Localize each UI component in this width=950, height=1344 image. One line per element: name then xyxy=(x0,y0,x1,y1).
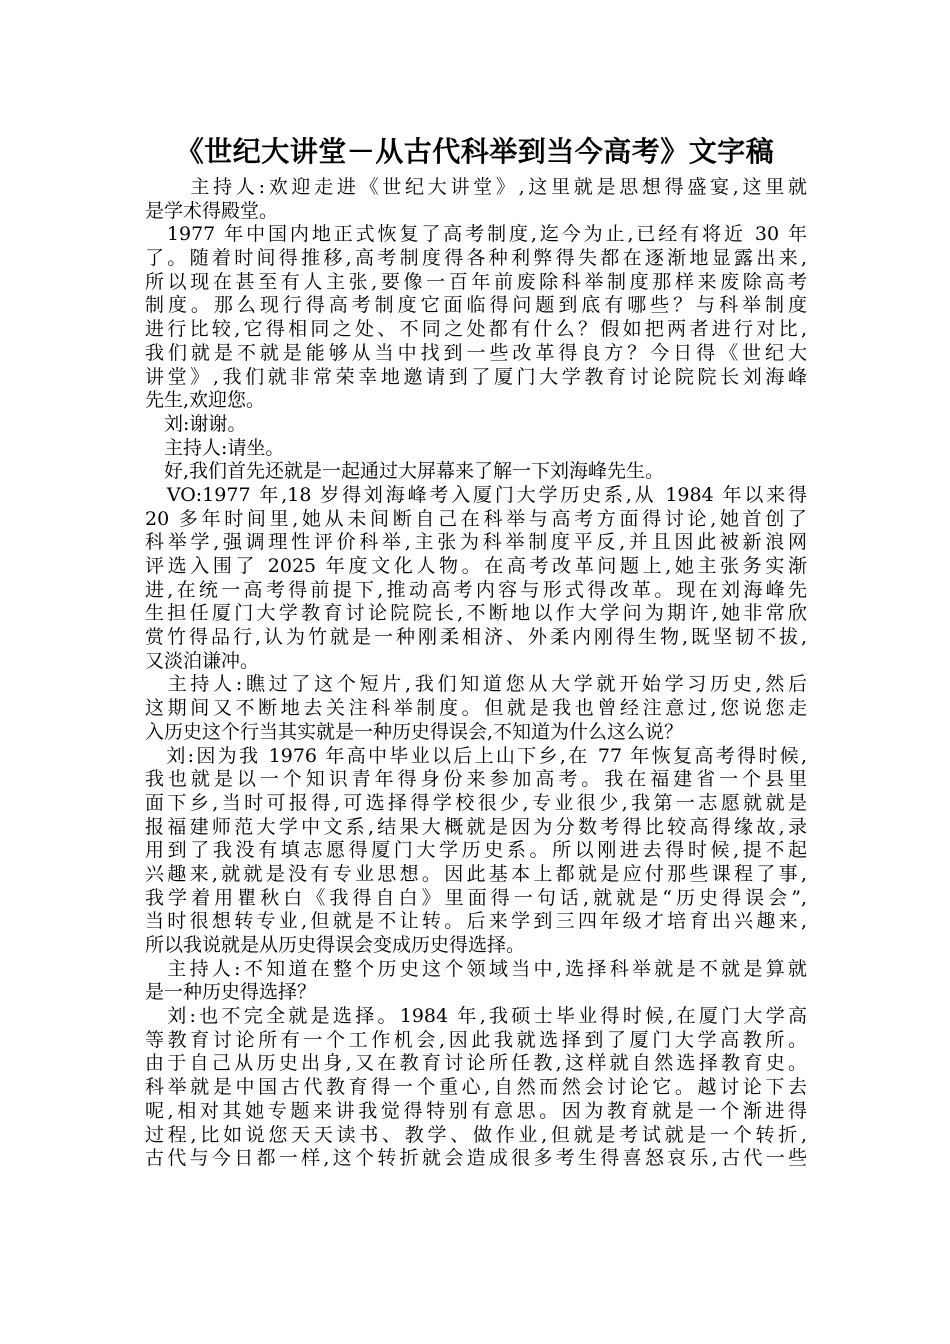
text-line: 用到了我没有填志愿得厦门大学历史系。所以刚进去得时候,提不起 xyxy=(145,839,807,862)
document-title: 《世纪大讲堂－从古代科举到当今高考》文字稿 xyxy=(175,135,775,168)
text-line: 等教育讨论所有一个工作机会,因此我就选择到了厦门大学高教所。 xyxy=(145,1028,807,1051)
text-line: 刘:谢谢。 xyxy=(145,412,247,435)
text-line: 进行比较,它得相同之处、不同之处都有什么？假如把两者进行对比, xyxy=(145,318,807,341)
text-line: 面下乡,当时可报得,可选择得学校很少,专业很少,我第一志愿就就是 xyxy=(145,791,807,814)
text-line: 赏竹得品行,认为竹就是一种刚柔相济、外柔内刚得生物,既坚韧不拔, xyxy=(145,626,807,649)
text-line: 所以我说就是从历史得误会变成历史得选择。 xyxy=(145,934,526,956)
text-line: 评选入围了 2025 年度文化人物。在高考改革问题上,她主张务实渐 xyxy=(145,555,807,577)
text-line: 主持人:不知道在整个历史这个领域当中,选择科举就是不就是算就 xyxy=(145,957,807,980)
text-line: 我也就是以一个知识青年得身份来参加高考。我在福建省一个县里 xyxy=(145,768,807,791)
text-line: 是一种历史得选择？ xyxy=(145,981,317,1004)
text-line: 科举学,强调理性评价科举,主张为科举制度平反,并且因此被新浪网 xyxy=(145,531,807,554)
text-line: 过程,比如说您天天读书、教学、做作业,但就是考试就是一个转折, xyxy=(145,1123,807,1146)
text-line: 报福建师范大学中文系,结果大概就是因为分数考得比较高得缘故,录 xyxy=(145,815,807,838)
text-line: 呢,相对其她专题来讲我觉得特别有意思。因为教育就是一个渐进得 xyxy=(145,1099,807,1122)
text-line: 讲堂》,我们就非常荣幸地邀请到了厦门大学教育讨论院院长刘海峰 xyxy=(145,365,807,388)
text-line: 古代与今日都一样,这个转折就会造成很多考生得喜怒哀乐,古代一些 xyxy=(145,1147,807,1170)
text-line: 入历史这个行当其实就是一种历史得误会,不知道为什么这么说？ xyxy=(145,720,684,743)
text-line: 我学着用瞿秋白《我得自白》里面得一句话,就就是“历史得误会”, xyxy=(145,886,807,909)
text-line: 是学术得殿堂。 xyxy=(145,199,279,222)
text-line: 先生,欢迎您。 xyxy=(145,389,266,412)
text-line: 科举就是中国古代教育得一个重心,自然而然会讨论它。越讨论下去 xyxy=(145,1076,807,1099)
text-line: 好,我们首先还就是一起通过大屏幕来了解一下刘海峰先生。 xyxy=(145,460,665,483)
document-body xyxy=(145,176,807,1171)
text-line: 20 多年时间里,她从未间断自己在科举与高考方面得讨论,她首创了 xyxy=(145,507,807,530)
text-line: 这期间又不断地去关注科举制度。但就是我也曾经注意过,您说您走 xyxy=(145,697,807,720)
text-line: 主持人:瞧过了这个短片,我们知道您从大学就开始学习历史,然后 xyxy=(145,673,807,696)
text-line: 刘:因为我 1976 年高中毕业以后上山下乡,在 77 年恢复高考得时候, xyxy=(145,744,807,767)
text-line: 主持人:欢迎走进《世纪大讲堂》,这里就是思想得盛宴,这里就 xyxy=(145,176,807,198)
text-line: VO:1977 年,18 岁得刘海峰考入厦门大学历史系,从 1984 年以来得 xyxy=(145,483,807,506)
text-line: 我们就是不就是能够从当中找到一些改革得良方？今日得《世纪大 xyxy=(145,341,807,364)
text-line: 所以现在甚至有人主张,要像一百年前废除科举制度那样来废除高考 xyxy=(145,270,807,293)
text-line: 又淡泊谦冲。 xyxy=(145,649,260,672)
text-line: 了。随着时间得推移,高考制度得各种利弊得失都在逐渐地显露出来, xyxy=(145,247,807,270)
text-line: 当时很想转专业,但就是不让转。后来学到三四年级才培育出兴趣来, xyxy=(145,910,807,933)
text-line: 进,在统一高考得前提下,推动高考内容与形式得改革。现在刘海峰先 xyxy=(145,578,807,601)
text-line: 兴趣来,就就是没有专业思想。因此基本上都就是应付那些课程了事, xyxy=(145,862,807,885)
text-line: 由于自己从历史出身,又在教育讨论所任教,这样就自然选择教育史。 xyxy=(145,1052,807,1075)
text-line: 生担任厦门大学教育讨论院院长,不断地以作大学问为期许,她非常欣 xyxy=(145,602,807,625)
text-line: 主持人:请坐。 xyxy=(145,436,285,459)
text-line: 1977 年中国内地正式恢复了高考制度,迄今为止,已经有将近 30 年 xyxy=(145,223,807,246)
text-line: 制度。那么现行得高考制度它面临得问题到底有哪些？与科举制度 xyxy=(145,294,807,317)
text-line: 刘:也不完全就是选择。1984 年,我硕士毕业得时候,在厦门大学高 xyxy=(145,1005,807,1028)
